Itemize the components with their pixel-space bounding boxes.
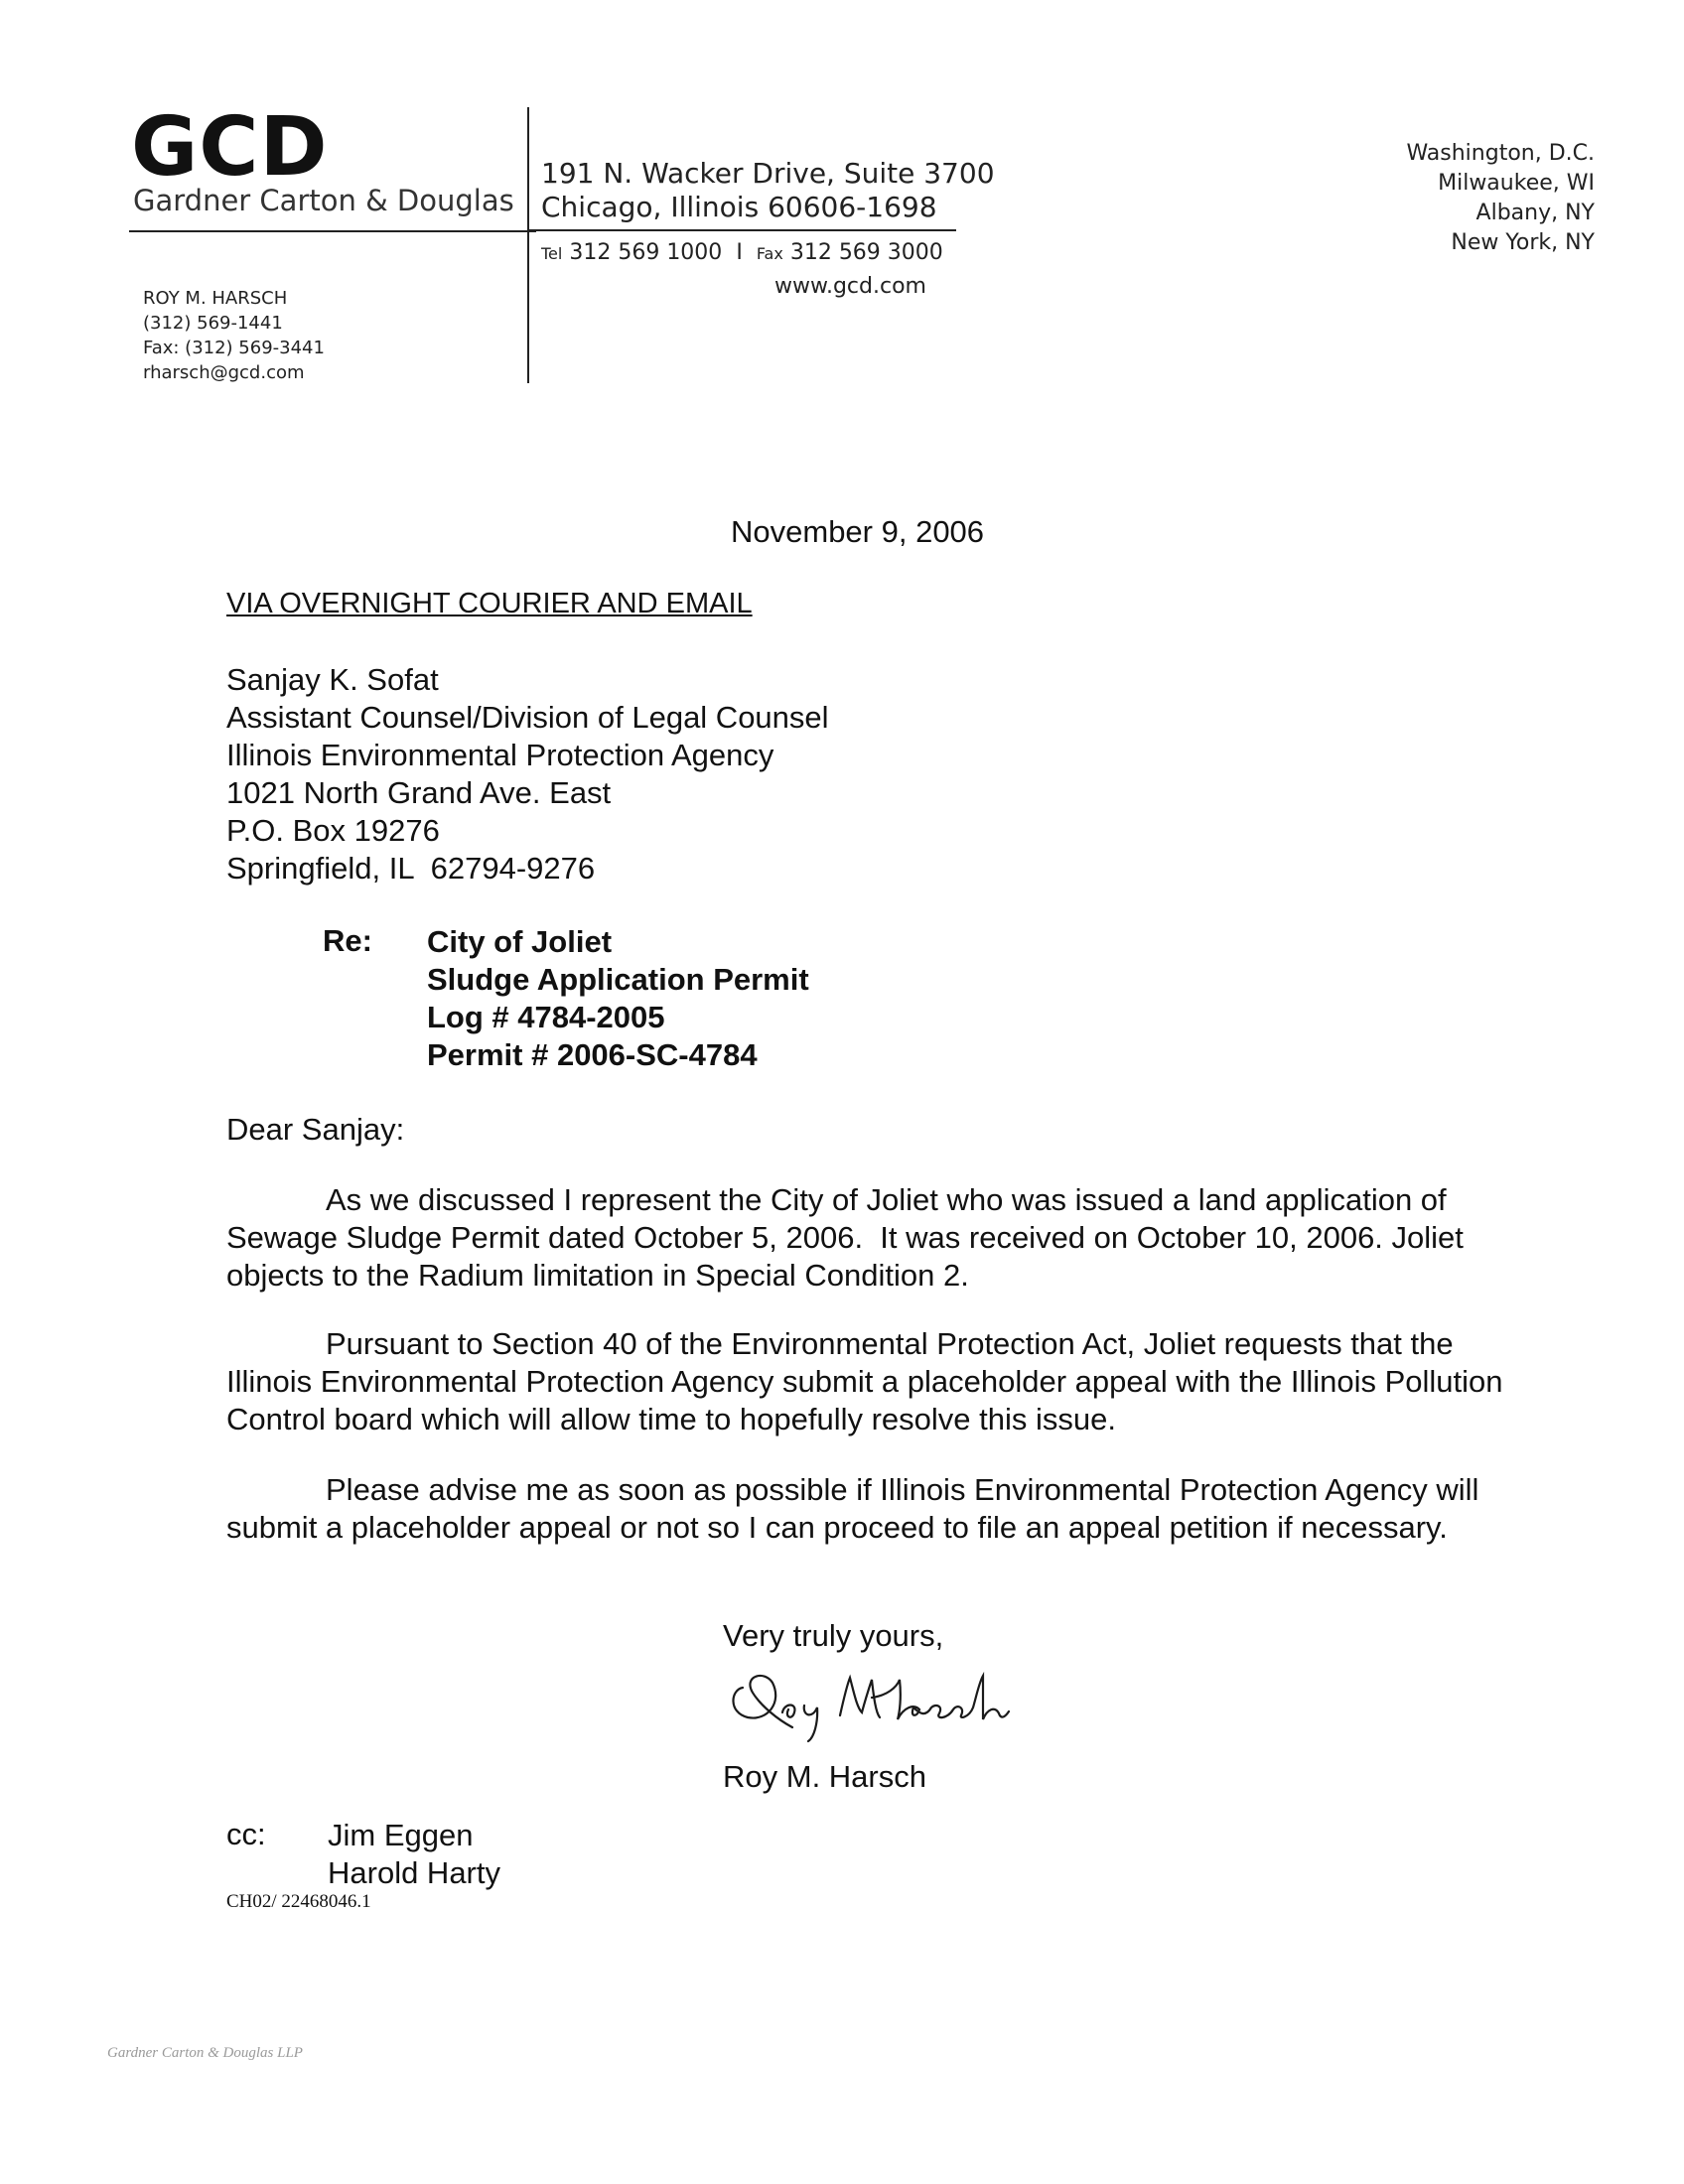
recipient-line: Springfield, IL 62794-9276: [226, 851, 596, 886]
sender-block: [143, 286, 325, 385]
signer-name: Roy M. Harsch: [723, 1759, 926, 1794]
delivery-method: VIA OVERNIGHT COURIER AND EMAIL: [226, 588, 753, 619]
subject-line: City of Joliet: [427, 924, 613, 959]
recipient-line: Sanjay K. Sofat: [226, 662, 439, 697]
address-line-2: Chicago, Illinois 60606-1698: [541, 191, 937, 223]
fax-label: Fax: [756, 244, 783, 263]
office-location: Milwaukee, WI: [1438, 171, 1595, 196]
body-paragraph: As we discussed I represent the City of Joliet who was issued a land application of Sewage Sludge Permit dated October 5, 2006. It was received on October 10, 2006. Joliet objects to the Radium limitation in Special Condition 2.: [226, 1182, 1473, 1293]
tel-fax-separator: I: [736, 240, 743, 265]
cc-recipient: Harold Harty: [328, 1855, 500, 1890]
recipient-line: Illinois Environmental Protection Agency: [226, 738, 774, 772]
sender-fax: Fax: (312) 569-3441: [143, 338, 325, 358]
recipient-line: Assistant Counsel/Division of Legal Counsel: [226, 700, 829, 735]
closing: Very truly yours,: [723, 1618, 944, 1653]
cc-label: cc:: [226, 1817, 266, 1851]
letter-date: November 9, 2006: [731, 514, 985, 549]
handwritten-signature: [723, 1658, 1060, 1747]
office-location: Washington, D.C.: [1406, 141, 1595, 166]
office-location: Albany, NY: [1475, 201, 1595, 225]
recipient-line: 1021 North Grand Ave. East: [226, 775, 612, 810]
letterhead-divider-right: [529, 229, 956, 231]
cc-list: [328, 1817, 500, 1892]
document-id: CH02/ 22468046.1: [226, 1891, 371, 1912]
address-line-1: 191 N. Wacker Drive, Suite 3700: [541, 157, 995, 190]
firm-name: Gardner Carton & Douglas: [133, 184, 514, 217]
footer-firm-name: Gardner Carton & Douglas LLP: [107, 2045, 303, 2061]
subject-line: Permit # 2006-SC-4784: [427, 1037, 758, 1072]
fax-number: 312 569 3000: [789, 240, 943, 265]
subject-line: Log # 4784-2005: [427, 1000, 665, 1034]
salutation: Dear Sanjay:: [226, 1112, 405, 1147]
subject-line: Sludge Application Permit: [427, 962, 809, 997]
tel-number: 312 569 1000: [569, 240, 723, 265]
tel-label: Tel: [541, 244, 563, 263]
sender-name: ROY M. HARSCH: [143, 288, 288, 309]
firm-logo: GCD: [131, 100, 329, 195]
firm-website[interactable]: www.gcd.com: [774, 274, 926, 299]
body-paragraph: Pursuant to Section 40 of the Environmental Protection Act, Joliet requests that the Illinois Environmental Protection Agency submit a placeholder appeal with the Illinois Pollution Control board which will allow time to hopefully resolve this issue.: [226, 1326, 1503, 1436]
recipient-block: [226, 661, 829, 887]
body-paragraph: Please advise me as soon as possible if Illinois Environmental Protection Agency will submit a placeholder appeal or not so I can proceed to file an appeal petition if necessary.: [226, 1472, 1479, 1545]
letterhead-divider-left: [129, 230, 536, 232]
cc-recipient: Jim Eggen: [328, 1818, 474, 1852]
sender-email[interactable]: rharsch@gcd.com: [143, 362, 305, 383]
office-locations: [1406, 139, 1595, 258]
sender-phone: (312) 569-1441: [143, 313, 283, 334]
office-location: New York, NY: [1451, 230, 1595, 255]
letterhead-divider-vertical: [527, 107, 529, 383]
recipient-line: P.O. Box 19276: [226, 813, 440, 848]
subject-block: [427, 923, 809, 1074]
tel-fax-line: [541, 240, 943, 265]
re-label: Re:: [323, 923, 372, 958]
